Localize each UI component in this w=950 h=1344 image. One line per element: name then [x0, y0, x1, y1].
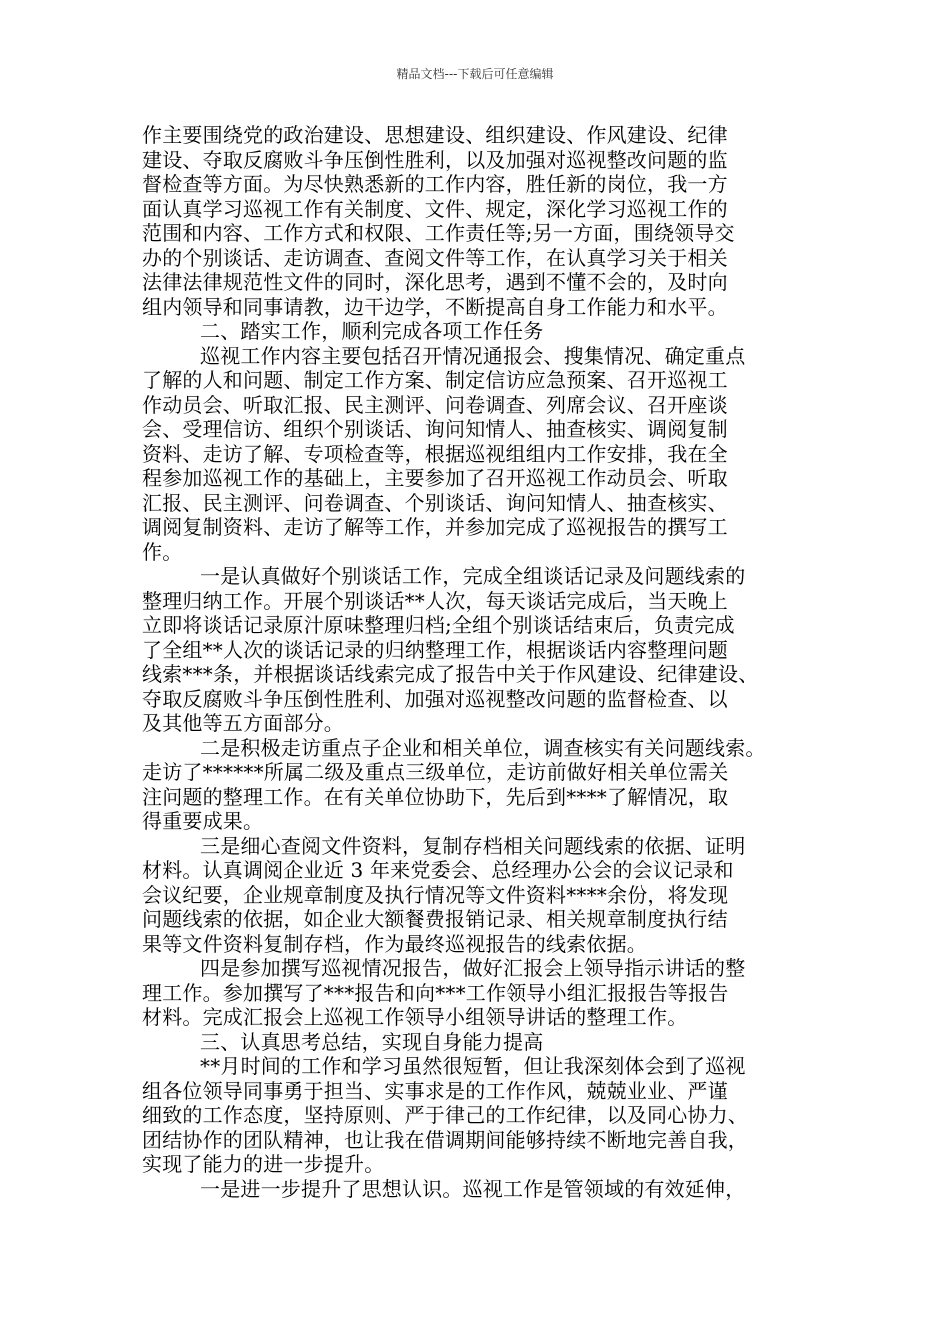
- text-line: 作。: [142, 539, 183, 564]
- text-line: 团结协作的团队精神，也让我在借调期间能够持续不断地完善自我，: [142, 1127, 748, 1152]
- text-line: 三是细心查阅文件资料，复制存档相关问题线索的依据、证明: [200, 833, 746, 858]
- text-line: 四是参加撰写巡视情况报告，做好汇报会上领导指示讲话的整: [200, 956, 746, 980]
- text-line: 二、踏实工作，顺利完成各项工作任务: [200, 319, 544, 343]
- text-line: 了全组**人次的谈话记录的归纳整理工作，根据谈话内容整理问题: [142, 637, 728, 662]
- text-line: 及其他等五方面部分。: [142, 711, 344, 735]
- text-line: 组各位领导同事勇于担当、实事求是的工作作风，兢兢业业、严谨: [142, 1078, 728, 1103]
- text-line: 法律法律规范性文件的同时，深化思考，遇到不懂不会的，及时向: [142, 270, 728, 294]
- text-line: 线索***条，并根据谈话线索完成了报告中关于作风建设、纪律建设、: [142, 662, 759, 686]
- page-header: 精品文档---下载后可任意编辑: [396, 67, 554, 81]
- text-line: 一是认真做好个别谈话工作，完成全组谈话记录及问题线索的: [200, 564, 746, 588]
- text-line: 办的个别谈话、走访调查、查阅文件等工作，在认真学习关于相关: [142, 245, 728, 270]
- text-line: 范围和内容、工作方式和权限、工作责任等;另一方面，围绕领导交: [142, 221, 735, 245]
- text-line: 问题线索的依据，如企业大额餐费报销记录、相关规章制度执行结: [142, 907, 728, 931]
- text-line: 程参加巡视工作的基础上，主要参加了召开巡视工作动员会、听取: [142, 466, 728, 490]
- text-line: 了解的人和问题、制定工作方案、制定信访应急预案、召开巡视工: [142, 368, 728, 392]
- text-line: 面认真学习巡视工作有关制度、文件、规定，深化学习巡视工作的: [142, 196, 728, 221]
- text-line: 建设、夺取反腐败斗争压倒性胜利，以及加强对巡视整改问题的监: [142, 147, 728, 172]
- text-line: 会、受理信访、组织个别谈话、询问知情人、抽查核实、调阅复制: [142, 417, 728, 441]
- text-line: 会议纪要，企业规章制度及执行情况等文件资料****余份，将发现: [142, 882, 729, 907]
- text-line: 资料、走访了解、专项检查等，根据巡视组组内工作安排，我在全: [142, 441, 728, 466]
- text-line: 走访了******所属二级及重点三级单位，走访前做好相关单位需关: [142, 760, 729, 784]
- text-line: 得重要成果。: [142, 809, 264, 833]
- text-line: 二是积极走访重点子企业和相关单位，调查核实有关问题线索。: [200, 735, 766, 760]
- text-line: 调阅复制资料、走访了解等工作，并参加完成了巡视报告的撰写工: [142, 515, 728, 539]
- text-line: 巡视工作内容主要包括召开情况通报会、搜集情况、确定重点: [200, 343, 746, 368]
- text-line: **月时间的工作和学习虽然很短暂，但让我深刻体会到了巡视: [200, 1054, 746, 1078]
- text-line: 材料。完成汇报会上巡视工作领导小组领导讲话的整理工作。: [142, 1005, 688, 1029]
- text-line: 理工作。参加撰写了***报告和向***工作领导小组汇报报告等报告: [142, 980, 729, 1005]
- text-line: 组内领导和同事请教，边干边学，不断提高自身工作能力和水平。: [142, 294, 728, 319]
- text-line: 一是进一步提升了思想认识。巡视工作是管领域的有效延伸，: [200, 1176, 746, 1201]
- text-line: 作动员会、听取汇报、民主测评、问卷调查、列席会议、召开座谈: [142, 392, 728, 417]
- text-line: 三、认真思考总结，实现自身能力提高: [200, 1029, 544, 1054]
- text-line: 细致的工作态度，坚持原则、严于律己的工作纪律，以及同心协力、: [142, 1103, 748, 1127]
- document-body: [142, 123, 814, 1201]
- text-line: 立即将谈话记录原汁原味整理归档;全组个别谈话结束后，负责完成: [142, 613, 735, 637]
- text-line: 汇报、民主测评、问卷调查、个别谈话、询问知情人、抽查核实、: [142, 490, 728, 515]
- text-line: 督检查等方面。为尽快熟悉新的工作内容，胜任新的岗位，我一方: [142, 172, 728, 196]
- text-line: 夺取反腐败斗争压倒性胜利、加强对巡视整改问题的监督检查、以: [142, 686, 728, 711]
- text-line: 材料。认真调阅企业近 3 年来党委会、总经理办公会的会议记录和: [142, 858, 734, 882]
- text-line: 注问题的整理工作。在有关单位协助下，先后到****了解情况，取: [142, 784, 729, 809]
- text-line: 果等文件资料复制存档，作为最终巡视报告的线索依据。: [142, 931, 647, 956]
- text-line: 作主要围绕党的政治建设、思想建设、组织建设、作风建设、纪律: [142, 123, 728, 147]
- text-line: 实现了能力的进一步提升。: [142, 1152, 385, 1176]
- text-line: 整理归纳工作。开展个别谈话**人次，每天谈话完成后，当天晚上: [142, 588, 728, 613]
